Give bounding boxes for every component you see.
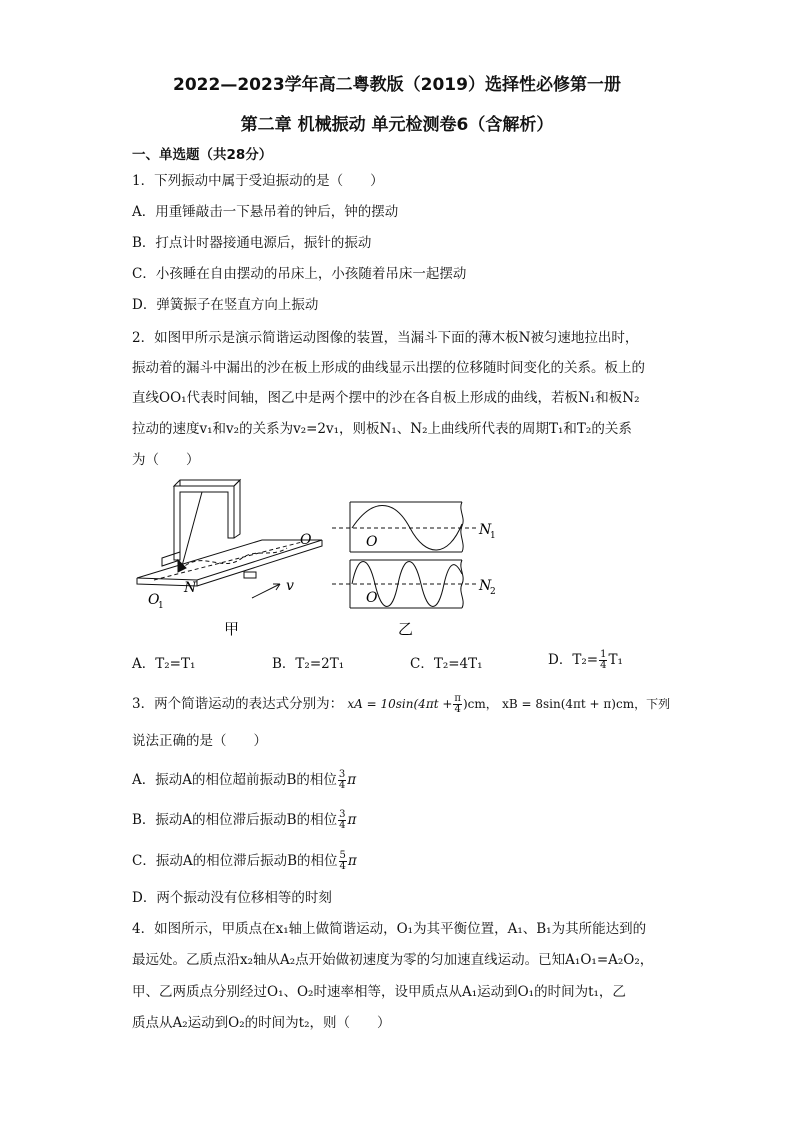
frac-num: 3 [338,769,346,780]
q3-line1 [132,694,670,715]
q3-option-c-frac [339,851,347,872]
doc-title-line2: 第二章 机械振动 单元检测卷6（含解析） [240,115,554,135]
frac-den: 4 [600,660,607,671]
q2-line2: 振动着的漏斗中漏出的沙在板上形成的曲线显示出摆的位移随时间变化的关系。板上的 [132,360,645,376]
label-N1: N [479,522,492,538]
q3-option-b [132,810,356,831]
q4-line4: 质点从A₂运动到O₂的时间为t₂，则（ ） [132,1015,391,1031]
q3-line2: 说法正确的是（ ） [132,733,267,749]
q3-option-a-pi: π [347,772,357,788]
frac-den: 4 [339,861,346,872]
label-N2: N [479,578,492,594]
q3-intro: 3．两个简谐运动的表达式分别为： [132,696,344,712]
q4-line1: 4．如图所示，甲质点在x₁轴上做简谐运动，O₁为其平衡位置，A₁、B₁为其所能达到的 [132,921,647,937]
q2-line1: 2．如图甲所示是演示简谐运动图像的装置，当漏斗下面的薄木板N被匀速地拉出时， [132,330,639,346]
q3-option-b-text: B．振动A的相位滞后振动B的相位 [132,812,338,828]
q2-option-a: A．T₂=T₁ [132,656,196,672]
q2-option-d-label: D．T₂= [548,652,599,668]
q2-line3: 直线OO₁代表时间轴，图乙中是两个摆中的沙在各自板上形成的曲线，若板N₁和板N₂ [132,390,640,406]
q3-option-a-text: A．振动A的相位超前振动B的相位 [132,772,337,788]
label-jia: 甲 [224,620,240,638]
label-O1: O [148,592,160,608]
label-yi: 乙 [398,620,414,638]
doc-title-line1: 2022—2023学年高二粤教版（2019）选择性必修第一册 [173,75,621,95]
q3-option-c-text: C．振动A的相位滞后振动B的相位 [132,853,338,869]
frac-num: 3 [339,809,346,820]
label-O1-sub: 1 [158,601,164,611]
frac-den: 4 [338,780,346,791]
label-yi-O2: O [366,590,378,606]
q3-xa-post: )cm， [462,697,498,711]
q1-option-c: C．小孩睡在自由摆动的吊床上，小孩随着吊床一起摆动 [132,266,467,282]
q2-figure [132,478,512,652]
q3-xa-frac [453,694,462,715]
frac-den: 4 [454,704,461,715]
q3-option-d: D．两个振动没有位移相等的时刻 [132,890,332,906]
label-N2-sub: 2 [490,587,496,597]
q3-option-a-frac [338,770,346,791]
section-title: 一、单选题（共28分） [132,147,273,163]
board-n1-diagram [332,502,477,552]
q3-option-b-frac [338,810,346,831]
q2-figure-svg [132,478,512,648]
q2-line5: 为（ ） [132,452,200,468]
label-v: v [286,578,294,594]
q3-option-b-pi: π [347,812,357,828]
q3-xb-expr: xB = 8sin(4πt + π)cm，下列 [502,697,671,711]
q3-option-c [132,851,357,872]
label-O: O [300,532,312,548]
q2-option-b: B．T₂=2T₁ [272,656,345,672]
q1-stem: 1．下列振动中属于受迫振动的是（ ） [132,173,384,189]
label-N: N [184,580,197,596]
q4-line2: 最远处。乙质点沿x₂轴从A₂点开始做初速度为零的匀加速直线运动。已知A₁O₁=A₂O₂， [132,952,654,968]
q3-option-c-pi: π [347,853,357,869]
q4-line3: 甲、乙两质点分别经过O₁、O₂时速率相等，设甲质点从A₁运动到O₁的时间为t₁，乙 [132,984,626,1000]
frac-num: 5 [339,850,346,861]
frac-num: π [454,693,461,704]
q1-option-a: A．用重锤敲击一下悬吊着的钟后，钟的摆动 [132,204,399,220]
board-n2-diagram [332,560,477,608]
q2-option-d-frac [599,650,607,671]
q1-option-b: B．打点计时器接通电源后，振针的振动 [132,235,372,251]
q3-xa-expr: xA = 10sin(4πt + [347,697,453,711]
q3-option-a [132,770,356,791]
q2-option-c: C．T₂=4T₁ [410,656,483,672]
apparatus-diagram [137,480,322,598]
frac-den: 4 [339,820,346,831]
q2-option-d-tail: T₁ [608,652,623,668]
label-yi-O1: O [366,534,378,550]
q1-option-d: D．弹簧振子在竖直方向上振动 [132,297,319,313]
label-N1-sub: 1 [490,531,496,541]
q2-option-d [548,648,623,671]
q2-line4: 拉动的速度v₁和v₂的关系为v₂=2v₁，则板N₁、N₂上曲线所代表的周期T₁和T₂的关系 [132,421,632,437]
frac-num: 1 [600,649,607,660]
